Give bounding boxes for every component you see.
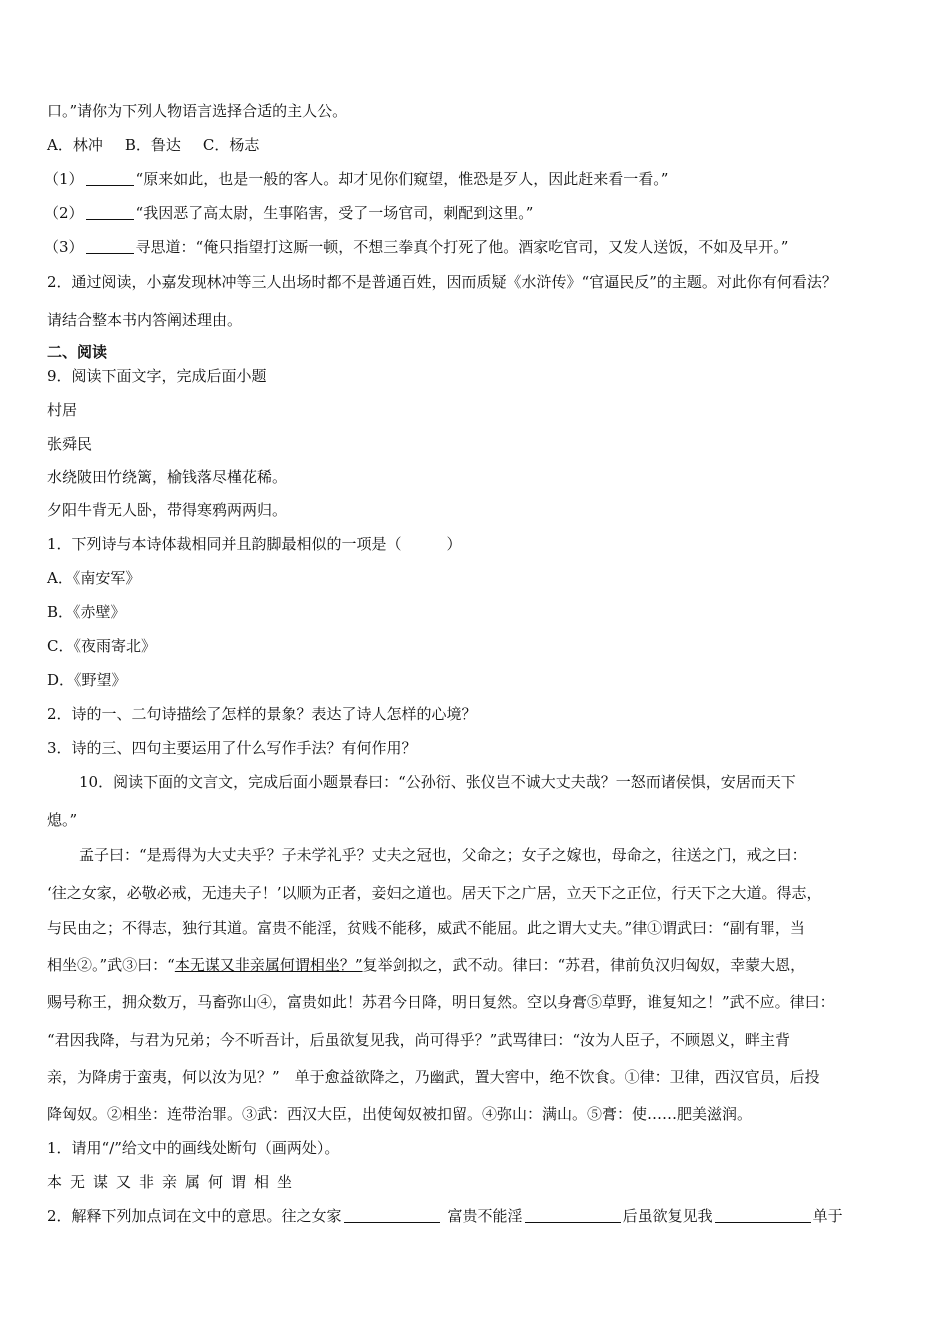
- option-a: A．林冲: [47, 136, 103, 154]
- poem-title: 村居: [47, 401, 78, 419]
- poem-line-1: 水绕陂田竹绕篱，榆钱落尽槿花稀。: [47, 468, 288, 486]
- poem-line-2: 夕阳牛背无人卧，带得寒鸦两两归。: [47, 501, 288, 519]
- question-line-3: （3） 寻思道：“俺只指望打这厮一顿，不想三拳真个打死了他。酒家吃官司，又发人送饭，不如及早开。”: [44, 238, 789, 256]
- sentence-to-punctuate: 本无谋又非亲属何谓相坐: [47, 1173, 301, 1191]
- question-2-line-a: 2．通过阅读，小嘉发现林冲等三人出场时都不是普通百姓，因而质疑《水浒传》“官逼民反”的主题。对此你有何看法？: [47, 273, 837, 291]
- poem-question-2: 2．诗的一、二句诗描绘了怎样的景象？表达了诗人怎样的心境？: [47, 705, 477, 723]
- question-line-2: （2） “我因恶了高太尉，生事陷害，受了一场官司，刺配到这里。”: [44, 204, 534, 222]
- choice-d: D．《野望》: [47, 671, 127, 689]
- choice-a: A．《南安军》: [47, 569, 141, 587]
- classical-text-line: “君因我降，与君为兄弟；今不听吾计，后虽欲复见我，尚可得乎？”武骂律曰：“汝为人臣子，不顾恩义，畔主背: [47, 1031, 791, 1049]
- answer-blank[interactable]: [86, 170, 134, 186]
- choice-c: C．《夜雨寄北》: [47, 637, 156, 655]
- exercise-1: 1．请用“/”给文中的画线处断句（画两处）。: [47, 1139, 340, 1157]
- poem-question-3: 3．诗的三、四句主要运用了什么写作手法？有何作用？: [47, 739, 417, 757]
- answer-blank[interactable]: [525, 1207, 621, 1223]
- question-2-line-b: 请结合整本书内答阐述理由。: [47, 311, 243, 329]
- answer-blank[interactable]: [344, 1207, 440, 1223]
- annotation-line: 降匈奴。②相坐：连带治罪。③武：西汉大臣，出使匈奴被扣留。④弥山：满山。⑤膏：使……肥美滋润。: [47, 1105, 753, 1123]
- option-c: C．杨志: [202, 136, 260, 154]
- question-9: 9．阅读下面文字，完成后面小题: [47, 367, 267, 385]
- classical-text-line: ‘往之女家，必敬必戒，无违夫子！’以顺为正者，妾妇之道也。居天下之广居，立天下之正位，行天下之大道。得志，: [47, 884, 822, 902]
- option-b: B．鲁达: [124, 136, 181, 154]
- intro-line: 口。”请你为下列人物语言选择合适的主人公。: [47, 102, 348, 120]
- answer-blank[interactable]: [86, 238, 134, 254]
- poem-question-1: 1．下列诗与本诗体裁相同并且韵脚最相似的一项是（ ）: [47, 535, 462, 553]
- exercise-2: 2．解释下列加点词在文中的意思。往之女家 富贵不能淫 后虽欲复见我 单于: [47, 1207, 843, 1225]
- character-options: [47, 135, 281, 155]
- poem-author: 张舜民: [47, 435, 93, 453]
- answer-blank[interactable]: [86, 204, 134, 220]
- question-10-line-a: 10．阅读下面的文言文，完成后面小题景春曰：“公孙衍、张仪岂不诚大丈夫哉？一怒而诸侯惧，安居而天下: [79, 773, 796, 791]
- question-line-1: （1） “原来如此，也是一般的客人。却才见你们窥望，惟恐是歹人，因此赶来看一看。”: [44, 170, 669, 188]
- question-10-line-b: 熄。”: [47, 811, 78, 829]
- classical-text-line: 赐号称王，拥众数万，马畜弥山④，富贵如此！苏君今日降，明日复然。空以身膏⑤草野，谁复知之！”武不应。律曰：: [47, 993, 835, 1011]
- underlined-sentence: 本无谋又非亲属何谓相坐？”: [174, 956, 363, 974]
- classical-text-line: 相坐②。”武③曰：“本无谋又非亲属何谓相坐？”复举剑拟之，武不动。律曰：“苏君，律前负汉归匈奴，幸蒙大恩，: [47, 956, 806, 974]
- section-heading: 二、阅读: [47, 343, 108, 361]
- classical-text-line: 孟子曰：“是焉得为大丈夫乎？子未学礼乎？丈夫之冠也，父命之；女子之嫁也，母命之，往送之门，戒之曰：: [79, 846, 807, 864]
- answer-blank[interactable]: [715, 1207, 811, 1223]
- classical-text-line: 与民由之；不得志，独行其道。富贵不能淫，贫贱不能移，威武不能屈。此之谓大丈夫。”律①谓武曰：“副有罪，当: [47, 919, 805, 937]
- classical-text-line: 亲，为降虏于蛮夷，何以汝为见？” 单于愈益欲降之，乃幽武，置大窖中，绝不饮食。①律：卫律，西汉官员，后投: [47, 1068, 820, 1086]
- choice-b: B．《赤壁》: [47, 603, 126, 621]
